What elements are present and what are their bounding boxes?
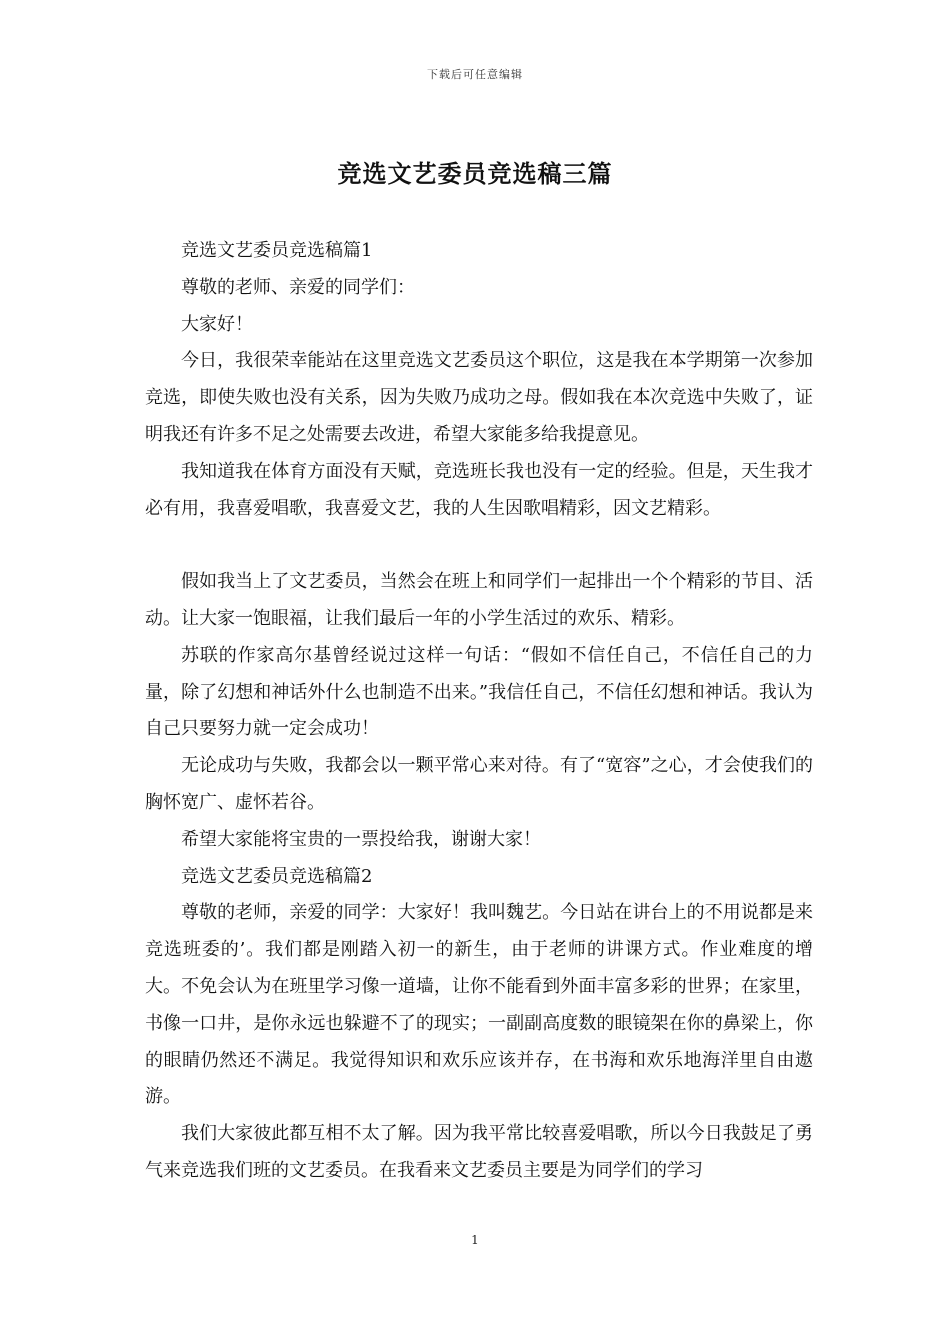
- paragraph: 苏联的作家高尔基曾经说过这样一句话：“假如不信任自己，不信任自己的力量，除了幻想和神话外什么也制造不出来。”我信任自己，不信任幻想和神话。我认为自己只要努力就一定会成功！: [145, 644, 813, 740]
- page-number: 1: [471, 1233, 479, 1247]
- paragraph: 尊敬的老师，亲爱的同学：大家好！我叫魏艺。今日站在讲台上的不用说都是来竞选班委的’。我们都是刚踏入初一的新生，由于老师的讲课方式。作业难度的增大。不免会认为在班里学习像一道墙，让你不能看到外面丰富多彩的世界；在家里，书像一口井，是你永远也躲避不了的现实；一副副高度数的眼镜架在你的鼻梁上，你的眼睛仍然还不满足。我觉得知识和欢乐应该并存，在书海和欢乐地海洋里自由遨游。: [145, 902, 813, 1108]
- section-heading-1: 竞选文艺委员竞选稿篇1: [181, 240, 373, 261]
- paragraph: 今日，我很荣幸能站在这里竞选文艺委员这个职位，这是我在本学期第一次参加竞选，即使失败也没有关系，因为失败乃成功之母。假如我在本次竞选中失败了，证明我还有许多不足之处需要去改进，希望大家能多给我提意见。: [145, 350, 813, 445]
- blank-line: [145, 527, 813, 564]
- page-header-note: 下载后可任意编辑: [427, 68, 523, 81]
- paragraph: 我们大家彼此都互相不太了解。因为我平常比较喜爱唱歌，所以今日我鼓足了勇气来竞选我们班的文艺委员。在我看来文艺委员主要是为同学们的学习: [145, 1123, 813, 1181]
- paragraph: 我知道我在体育方面没有天赋，竞选班长我也没有一定的经验。但是，天生我才必有用，我喜爱唱歌，我喜爱文艺，我的人生因歌唱精彩，因文艺精彩。: [145, 460, 813, 519]
- document-title: 竞选文艺委员竞选稿三篇: [337, 159, 613, 188]
- closing-line: 希望大家能将宝贵的一票投给我，谢谢大家！: [181, 828, 541, 850]
- paragraph: 无论成功与失败，我都会以一颗平常心来对待。有了“宽容”之心，才会使我们的胸怀宽广、虚怀若谷。: [145, 755, 813, 813]
- section-heading-2: 竞选文艺委员竞选稿篇2: [181, 865, 373, 887]
- paragraph: 假如我当上了文艺委员，当然会在班上和同学们一起排出一个个精彩的节目、活动。让大家一饱眼福，让我们最后一年的小学生活过的欢乐、精彩。: [145, 571, 813, 629]
- salutation: 尊敬的老师、亲爱的同学们：: [181, 276, 415, 298]
- document-body: [145, 233, 813, 1190]
- greeting: 大家好！: [181, 313, 253, 335]
